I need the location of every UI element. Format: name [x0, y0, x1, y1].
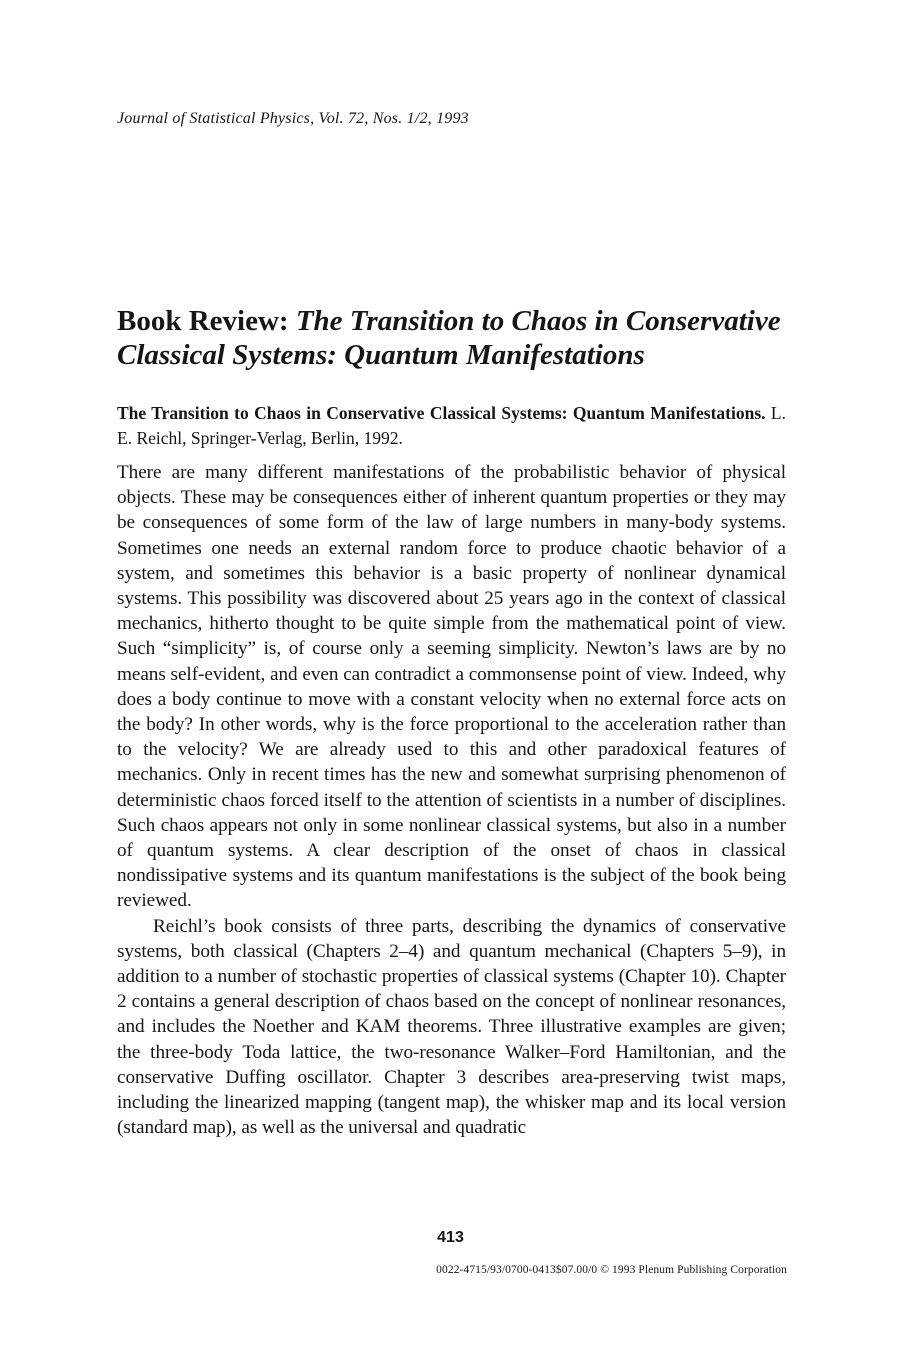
article-title — [117, 304, 797, 372]
body-paragraph-1: There are many different manifestations of the probabilistic behavior of physical objects. These may be consequences either of inherent quantum properties or they may be consequences of some form of the law of large numbers in many-body systems. Sometimes one needs an external random force to produce chaotic behavior of a system, and sometimes this behavior is a basic property of nonlinear dynamical systems. This possibility was discovered about 25 years ago in the context of classical mechanics, hitherto thought to be quite simple from the mathematical point of view. Such “simplicity” is, of course only a seeming simplicity. Newton’s laws are by no means self-evident, and even can contradict a commonsense point of view. Indeed, why does a body continue to move with a constant velocity when no external force acts on the body? In other words, why is the force proportional to the acceleration rather than to the velocity? We are already used to this and other paradoxical features of mechanics. Only in recent times has the new and somewhat surprising phenomenon of deterministic chaos forced itself to the attention of scientists in a number of disciplines. Such chaos appears not only in some nonlinear classical systems, but also in a number of quantum systems. A clear description of the onset of chaos in classical nondissipative systems and its quantum manifestations is the subject of the book being reviewed. — [117, 462, 786, 912]
page-number: 413 — [437, 1229, 464, 1246]
citation-details: L. E. Reichl, Springer-Verlag, Berlin, 1992. — [117, 403, 786, 448]
review-body — [117, 460, 786, 1140]
citation-book-title: The Transition to Chaos in Conservative Classical Systems: Quantum Manifestations. — [117, 403, 766, 423]
book-citation — [117, 401, 786, 451]
copyright-imprint: 0022-4715/93/0700-0413$07.00/0 © 1993 Plenum Publishing Corporation — [436, 1264, 787, 1276]
title-prefix: Book Review: — [117, 305, 296, 337]
title-book-name: The Transition to Chaos in Conservative Classical Systems: Quantum Manifestations — [117, 305, 781, 371]
running-head: Journal of Statistical Physics, Vol. 72, Nos. 1/2, 1993 — [117, 110, 469, 127]
body-paragraph-2: Reichl’s book consists of three parts, describing the dynamics of conservative systems, both classical (Chapters 2–4) and quantum mechanical (Chapters 5–9), in addition to a number of stochastic properties of classical systems (Chapter 10). Chapter 2 contains a general description of chaos based on the concept of nonlinear resonances, and includes the Noether and KAM theorems. Three illustrative examples are given; the three-body Toda lattice, the two-resonance Walker–Ford Hamiltonian, and the conservative Duffing oscillator. Chapter 3 describes area-preserving twist maps, including the linearized mapping (tangent map), the whisker map and its local version (standard map), as well as the universal and quadratic — [117, 915, 786, 1139]
